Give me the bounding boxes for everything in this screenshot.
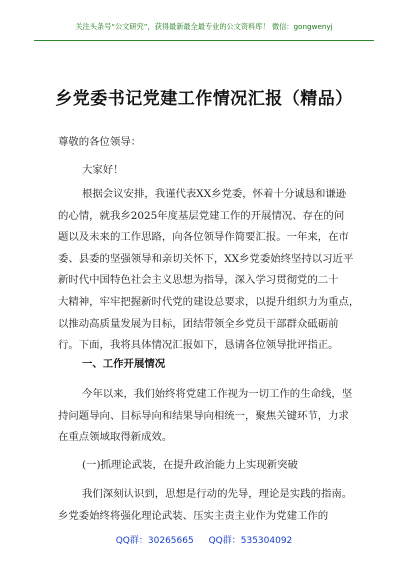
paragraph-subsection1 xyxy=(58,484,354,527)
paragraph-line: 题以及未来的工作思路，向各位领导作简要汇报。一年来，在市 xyxy=(58,231,349,244)
paragraph-line: 今年以来，我们始终将党建工作视为一切工作的生命线，坚 xyxy=(82,388,353,400)
paragraph-line: 乡党委始终将强化理论武装、压实主责主业作为党建工作的 xyxy=(58,509,329,522)
section-heading: 一、工作开展情况 xyxy=(82,358,166,370)
paragraph-line: 新时代中国特色社会主义思想为指导，深入学习贯彻党的二十 xyxy=(58,274,339,287)
greeting: 大家好！ xyxy=(82,164,124,176)
subsection-heading: (一)抓理论武装，在提升政治能力上实现新突破 xyxy=(82,459,298,471)
paragraph-section1 xyxy=(58,384,354,449)
paragraph-line: 根据会议安排，我谨代表XX乡党委，怀着十分诚恳和谦逊 xyxy=(82,188,347,200)
paragraph-intro xyxy=(58,184,360,357)
footer-qq-group-1: QQ群：30265665 xyxy=(115,536,194,546)
paragraph-line: 以推动高质量发展为目标，团结带领全乡党员干部群众砥砺前 xyxy=(58,317,339,330)
paragraph-line: 在重点领域取得新成效。 xyxy=(58,431,173,444)
paragraph-line: 我们深刻认识到，思想是行动的先导，理论是实践的指南。 xyxy=(82,488,353,500)
document-title: 乡党委书记党建工作情况汇报（精品） xyxy=(55,89,353,109)
paragraph-line: 大精神，牢牢把握新时代党的建设总要求，以提升组织力为重点， xyxy=(58,295,360,308)
paragraph-line: 委、县委的坚强领导和亲切关怀下，XX乡党委始终坚持以习近平 xyxy=(58,252,354,265)
paragraph-line: 的心情，就我乡2025年度基层党建工作的开展情况、存在的问 xyxy=(58,209,345,222)
header-divider xyxy=(34,40,374,41)
header-banner: 关注头条号“公文研究”，获得最新最全最专业的公文资料库！ 微信：gongwenyj xyxy=(75,22,333,31)
paragraph-line: 行。下面，我将具体情况汇报如下，恳请各位领导批评指正。 xyxy=(58,339,339,352)
footer-contact xyxy=(0,533,408,546)
salutation: 尊敬的各位领导： xyxy=(58,136,142,148)
paragraph-line: 持问题导向、目标导向和结果导向相统一，聚焦关键环节，力求 xyxy=(58,409,349,422)
footer-qq-group-2: QQ群：535304092 xyxy=(208,536,293,546)
